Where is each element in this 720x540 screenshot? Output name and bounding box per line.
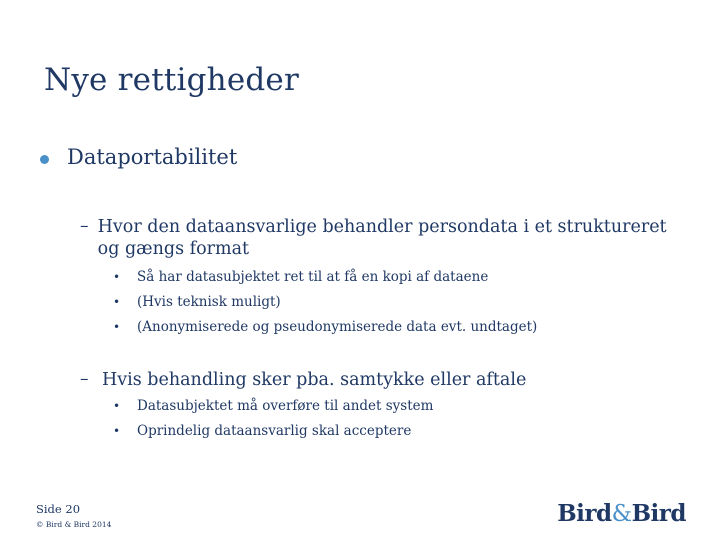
list-item-text: Så har datasubjektet ret til at få en kopi af dataene	[137, 269, 489, 285]
logo-word-right: Bird	[631, 500, 686, 527]
list-item	[113, 268, 488, 286]
bullet-icon: •	[113, 295, 121, 309]
bird-and-bird-logo	[557, 500, 686, 527]
list-item	[113, 397, 433, 415]
bullet-dot-icon	[40, 155, 49, 164]
bullet-icon: •	[113, 424, 121, 438]
list-item-text: Datasubjektet må overføre til andet system	[137, 398, 434, 414]
list-item-text: Oprindelig dataansvarlig skal acceptere	[137, 423, 412, 439]
copyright: © Bird & Bird 2014	[36, 520, 112, 529]
bullet-icon: •	[113, 399, 121, 413]
bullet-icon: •	[113, 270, 121, 284]
sub-bullet-1	[80, 216, 680, 260]
dash-icon: –	[80, 369, 89, 389]
sub-bullet-2	[80, 369, 680, 391]
bullet-icon: •	[113, 320, 121, 334]
bullet-level1	[40, 145, 237, 169]
sub-bullet-2-text: Hvis behandling sker pba. samtykke eller aftale	[102, 370, 527, 390]
logo-ampersand: &	[611, 501, 632, 527]
slide-title: Nye rettigheder	[44, 62, 299, 98]
list-item-text: (Anonymiserede og pseudonymiserede data evt. undtaget)	[137, 319, 538, 335]
dash-icon: –	[80, 216, 89, 236]
logo-word-left: Bird	[557, 500, 612, 527]
list-item-text: (Hvis teknisk muligt)	[137, 294, 281, 310]
page-number: Side 20	[36, 502, 81, 516]
bullet-level1-text: Dataportabilitet	[67, 145, 238, 169]
list-item	[113, 318, 537, 336]
list-item	[113, 293, 281, 311]
list-item	[113, 422, 411, 440]
sub-bullet-1-text: Hvor den dataansvarlige behandler persondata i et struktureret og gængs format	[97, 217, 667, 259]
